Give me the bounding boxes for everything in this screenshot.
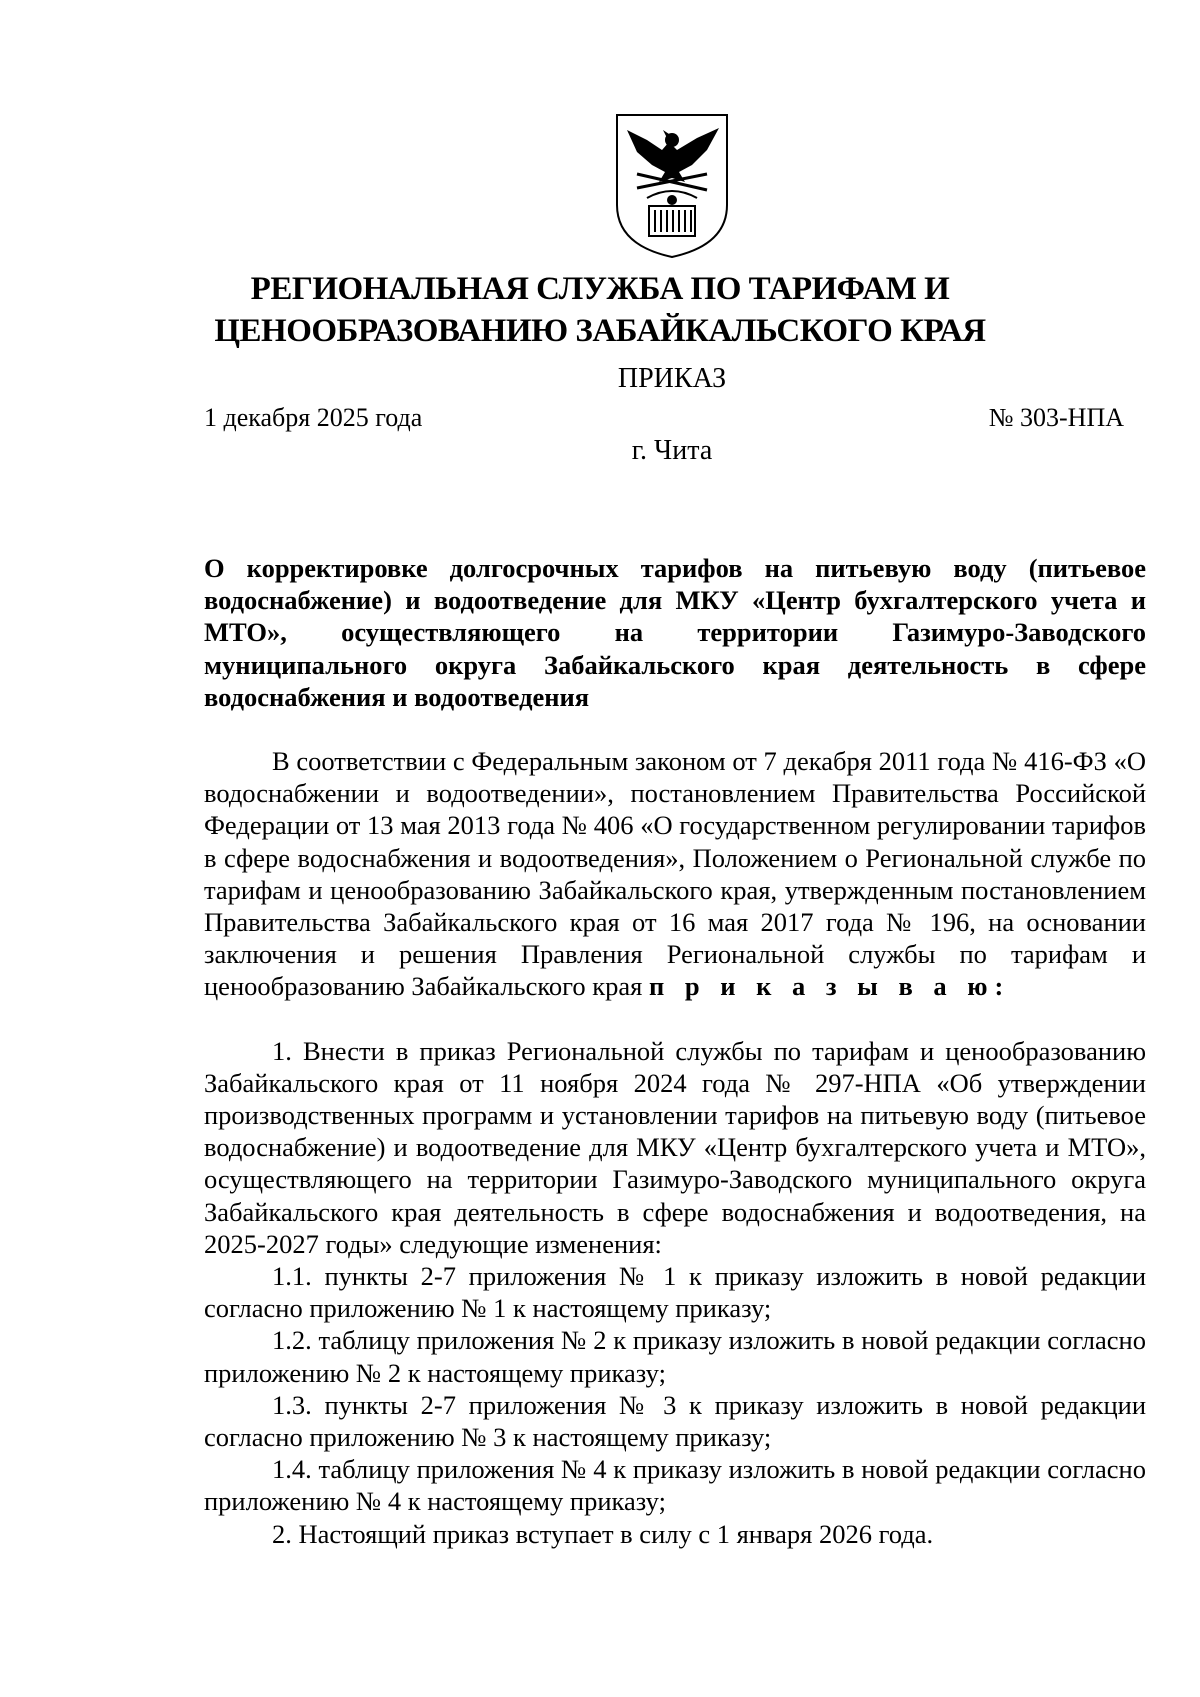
coat-of-arms-icon (607, 110, 737, 260)
item-1-3: 1.3. пункты 2-7 приложения № 3 к приказу изложить в новой редакции согласно приложению № 3 к настоящему приказу; (204, 1389, 1146, 1453)
document-number: № 303-НПА (988, 403, 1124, 432)
document-type: ПРИКАЗ (617, 363, 727, 394)
item-1: 1. Внести в приказ Региональной службы по тарифам и ценообразованию Забайкальского края от 11 ноября 2024 года № 297-НПА «Об утверждении производственных программ и установлении тарифов на питьевую воду (питьевое водоснабжение) и водоотведение для МКУ «Центр бухгалтерского учета и МТО», осуществляющего на территории Газимуро-Заводского муниципального округа Забайкальского края деятельность в сфере водоснабжения и водоотведения, на 2025-2027 годы» следующие изменения: (204, 1035, 1146, 1259)
organization-name-line-2: ЦЕНООБРАЗОВАНИЮ ЗАБАЙКАЛЬСКОГО КРАЯ (214, 313, 986, 349)
preamble-text: В соответствии с Федеральным законом от 7 декабря 2011 года № 416-ФЗ «О водоснабжении и водоотведении», постановлением Правительства Российской Федерации от 13 мая 2013 года № 406 «О государственном регулировании тарифов в сфере водоснабжения и водоотведения», Положением о Региональной службе по тарифам и ценообразованию Забайкальского края, утвержденным постановлением Правительства Забайкальского края от 16 мая 2017 года № 196, на основании заключения и решения Правления Региональной службы по тарифам и ценообразованию Забайкальского края (204, 746, 1146, 1002)
document-body (204, 552, 1146, 1550)
item-2: 2. Настоящий приказ вступает в силу с 1 января 2026 года. (272, 1518, 934, 1549)
organization-name (0, 268, 1200, 352)
organization-name-line-1: РЕГИОНАЛЬНАЯ СЛУЖБА ПО ТАРИФАМ И (250, 271, 950, 307)
document-title: О корректировке долгосрочных тарифов на питьевую воду (питьевое водоснабжение) и водоотведение для МКУ «Центр бухгалтерского учета и МТО», осуществляющего на территории Газимуро-Заводского муниципального округа Забайкальского края деятельность в сфере водоснабжения и водоотведения (204, 553, 1146, 712)
order-word: п р и к а з ы в а ю: (648, 971, 1011, 1002)
item-1-1: 1.1. пункты 2-7 приложения № 1 к приказу изложить в новой редакции согласно приложению № 1 к настоящему приказу; (204, 1261, 1146, 1324)
item-1-4: 1.4. таблицу приложения № 4 к приказу изложить в новой редакции согласно приложению № 4 к настоящему приказу; (204, 1454, 1146, 1517)
document-date: 1 декабря 2025 года (204, 403, 423, 432)
document-city: г. Чита (631, 435, 713, 466)
item-1-2: 1.2. таблицу приложения № 2 к приказу изложить в новой редакции согласно приложению № 2 к настоящему приказу; (204, 1325, 1146, 1388)
preamble-paragraph (204, 745, 1146, 1003)
